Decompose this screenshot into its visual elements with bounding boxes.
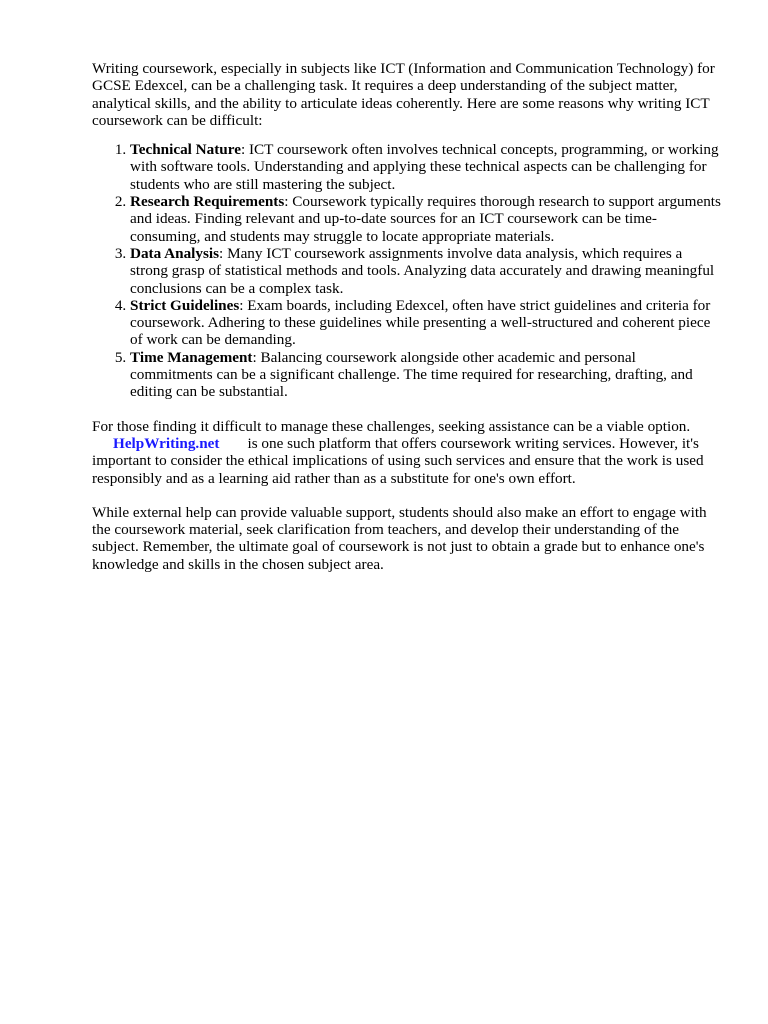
reason-text: : ICT coursework often involves technical concepts, programming, or working with software tools. Understanding and applying these technical aspects can be challenging for students who are still mastering the subject. [130,141,719,193]
reasons-list [92,141,722,400]
reason-text: : Balancing coursework alongside other academic and personal commitments can be a significant challenge. The time required for researching, drafting, and editing can be substantial. [130,348,693,401]
assistance-lead: For those finding it difficult to manage these challenges, seeking assistance can be a viable option. [92,417,691,435]
reason-term: Data Analysis [130,244,220,262]
list-item [130,193,722,245]
intro-paragraph: Writing coursework, especially in subjects like ICT (Information and Communication Technology) for GCSE Edexcel, can be a challenging task. It requires a deep understanding of the subject matter, analytical skills, and the ability to articulate ideas coherently. Here are some reasons why writing ICT coursework can be difficult: [92,60,715,129]
reason-term: Strict Guidelines [130,296,240,314]
reason-text: : Coursework typically requires thorough research to support arguments and ideas. Finding relevant and up-to-date sources for an ICT coursework can be time-consuming, and students may struggle to locate appropriate materials. [130,193,721,245]
helpwriting-link[interactable]: HelpWriting.net [113,434,220,452]
assistance-paragraph [92,418,722,487]
assistance-rest: is one such platform that offers coursework writing services. However, it's important to consider the ethical implications of using such services and ensure that the work is used responsibly and as a learning aid rather than as a substitute for one's own effort. [92,434,704,487]
reason-term: Research Requirements [130,193,285,211]
reason-text: : Many ICT coursework assignments involve data analysis, which requires a strong grasp of statistical methods and tools. Analyzing data accurately and drawing meaningful conclusions can be a complex task. [130,244,715,297]
reason-term: Time Management [130,348,253,366]
list-item [130,245,722,297]
reason-text: : Exam boards, including Edexcel, often have strict guidelines and criteria for coursework. Adhering to these guidelines while presenting a well-structured and coherent piece of work can be demanding. [130,296,711,349]
closing-paragraph: While external help can provide valuable support, students should also make an effort to engage with the coursework material, seek clarification from teachers, and develop their understanding of the subject. Remember, the ultimate goal of coursework is not just to obtain a grade but to enhance one's knowledge and skills in the chosen subject area. [92,503,707,573]
list-item [130,349,722,401]
list-item [130,141,722,193]
reason-term: Technical Nature [130,141,241,159]
list-item [130,297,722,349]
